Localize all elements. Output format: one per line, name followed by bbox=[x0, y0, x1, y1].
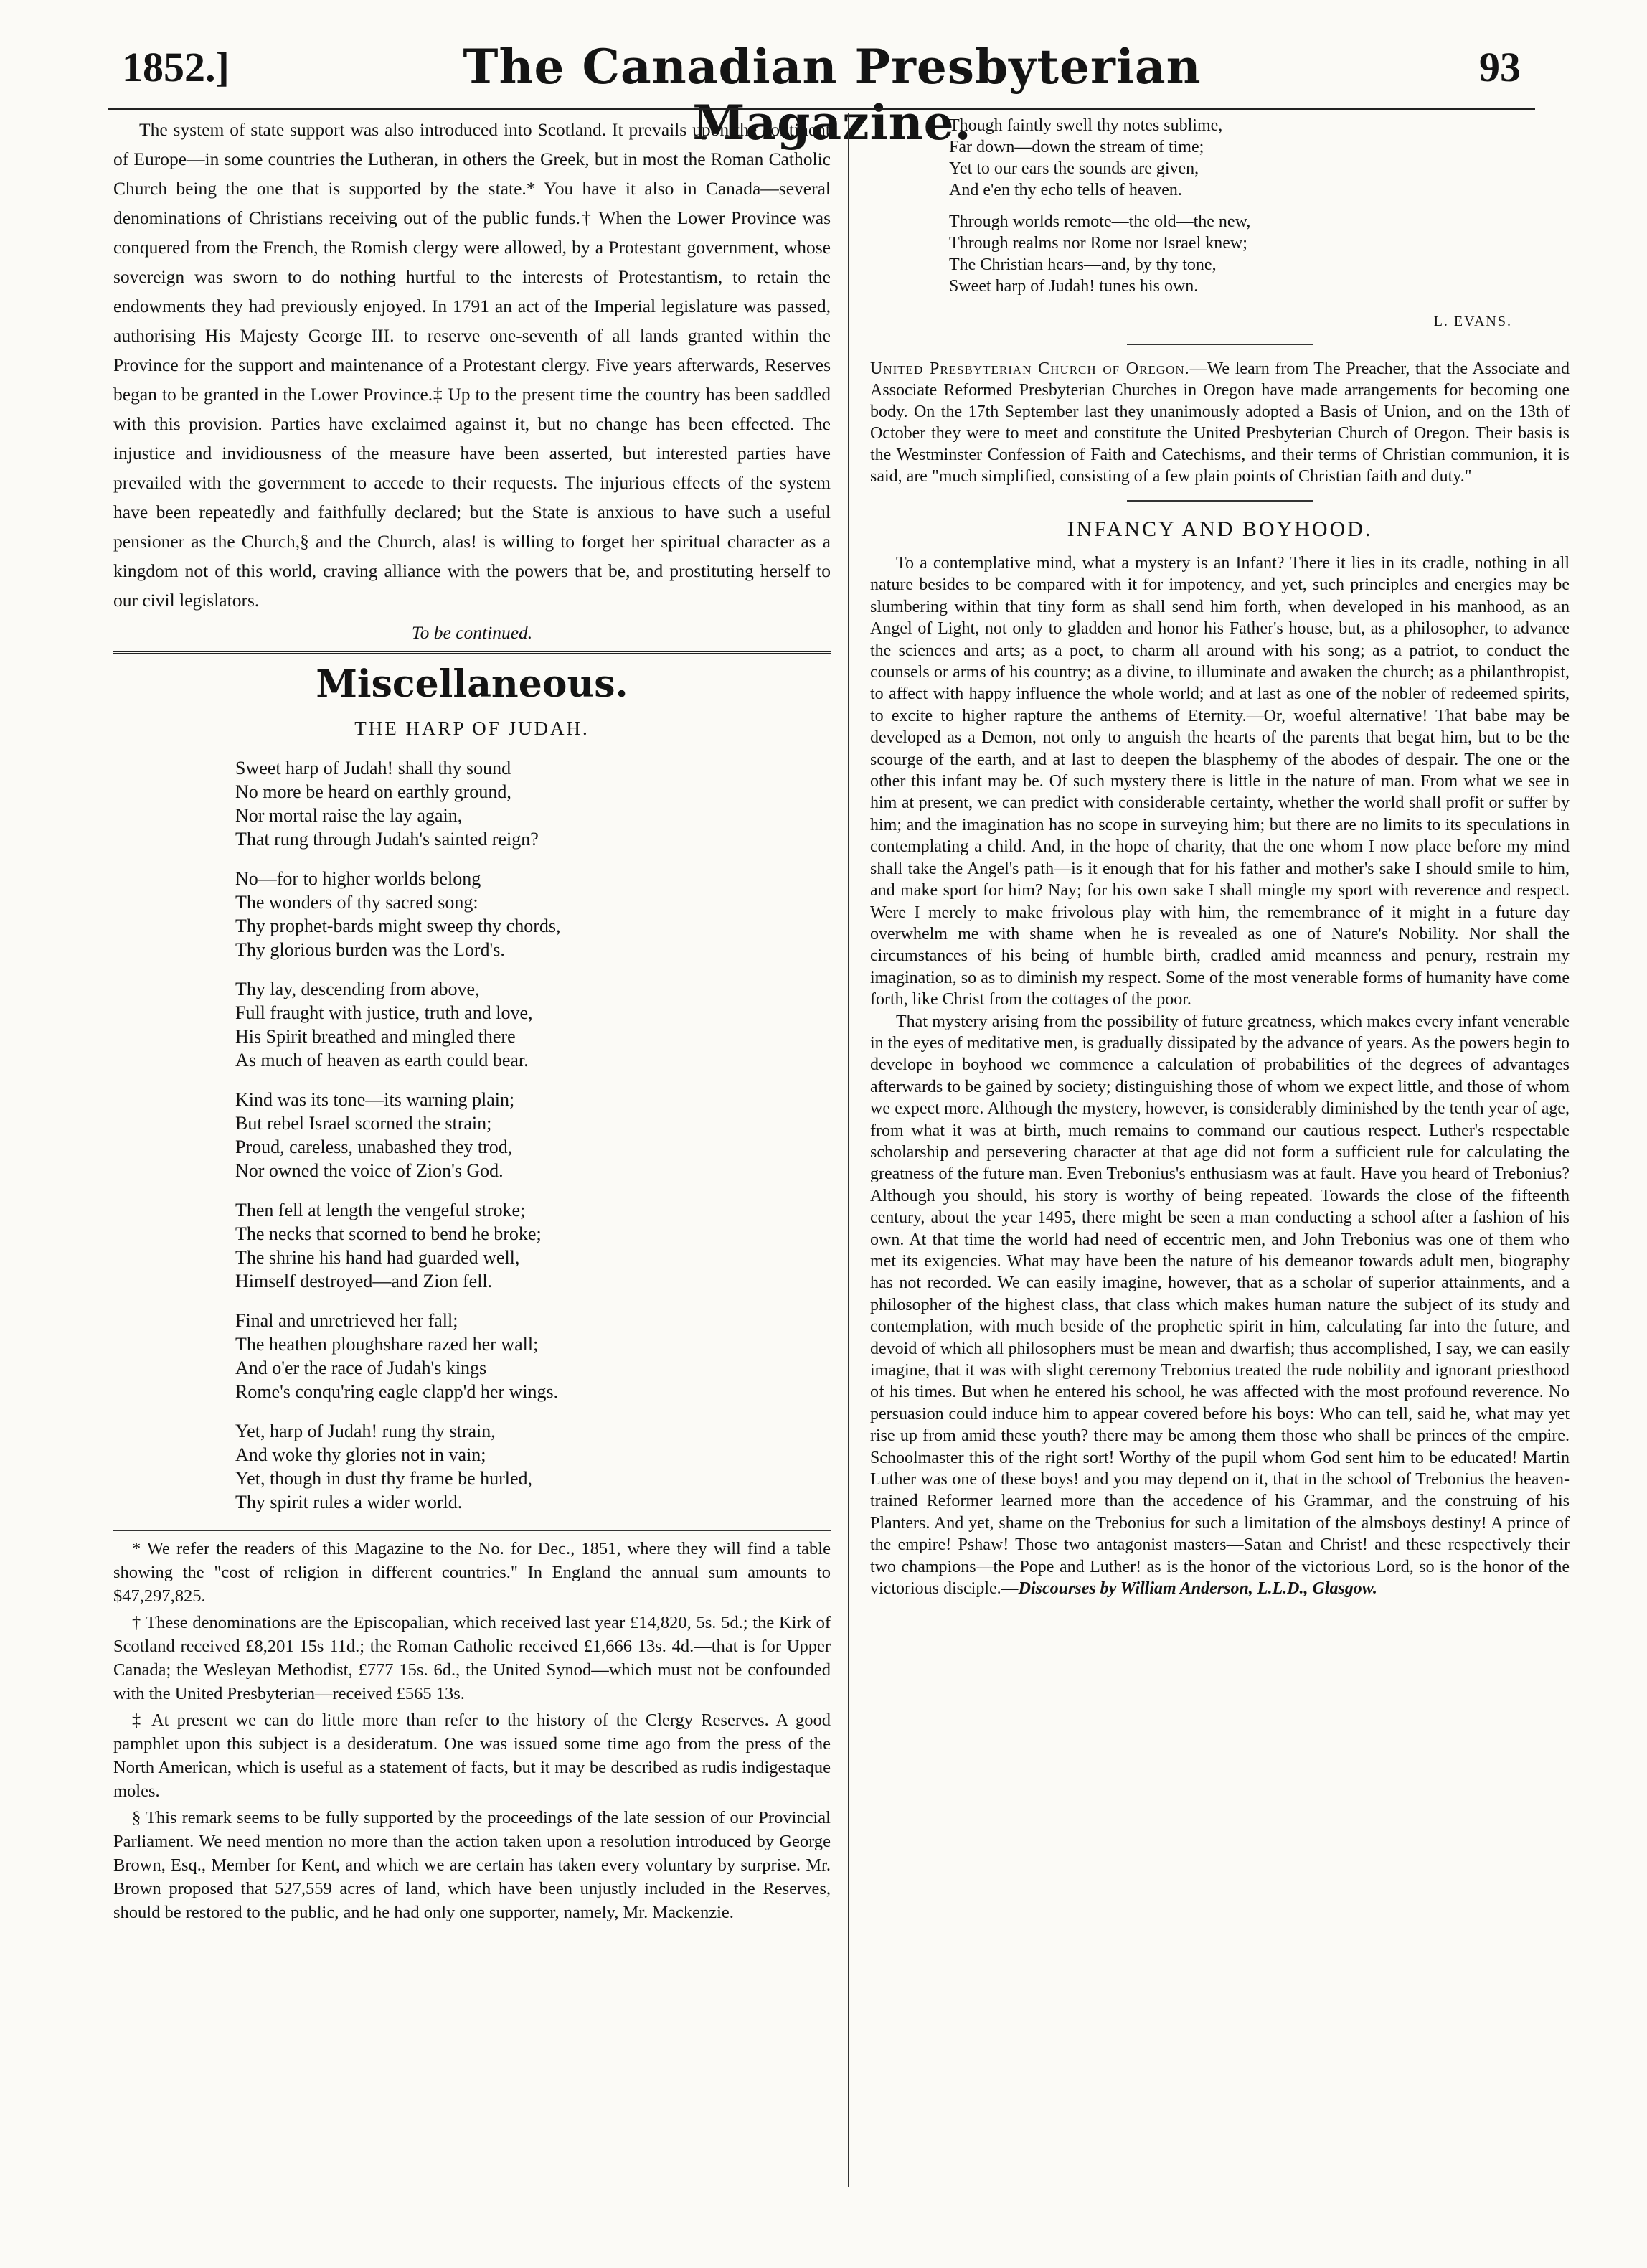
left-column bbox=[113, 115, 831, 1927]
poem-line: Thy lay, descending from above, bbox=[235, 979, 480, 999]
section-rule bbox=[113, 651, 831, 658]
page-number: 93 bbox=[1479, 44, 1521, 90]
footnote-rule bbox=[113, 1530, 831, 1531]
article-title: INFANCY AND BOYHOOD. bbox=[1067, 517, 1373, 541]
poem-line: And woke thy glories not in vain; bbox=[235, 1444, 486, 1465]
poem-signature: L. EVANS. bbox=[1433, 314, 1512, 329]
poem-line: No—for to higher worlds belong bbox=[235, 868, 481, 889]
poem-line: The necks that scorned to bend he broke; bbox=[235, 1223, 542, 1244]
separator-rule bbox=[1127, 344, 1313, 345]
poem-line: Full fraught with justice, truth and love, bbox=[235, 1002, 533, 1023]
poem-line: Yet to our ears the sounds are given, bbox=[949, 159, 1199, 178]
section-heading-miscellaneous: Miscellaneous. bbox=[316, 662, 628, 706]
poem-stanza bbox=[870, 115, 1570, 201]
poem-stanza bbox=[113, 756, 831, 851]
poem-line: Himself destroyed—and Zion fell. bbox=[235, 1271, 493, 1291]
poem-line: The heathen ploughshare razed her wall; bbox=[235, 1334, 539, 1355]
poem-line: Proud, careless, unabashed they trod, bbox=[235, 1137, 513, 1157]
poem-line: Then fell at length the vengeful stroke; bbox=[235, 1200, 526, 1220]
poem-stanza bbox=[113, 977, 831, 1072]
poem-line: Sweet harp of Judah! shall thy sound bbox=[235, 758, 511, 778]
poem-line: And o'er the race of Judah's kings bbox=[235, 1357, 487, 1378]
to-be-continued: To be continued. bbox=[411, 622, 533, 643]
poem-stanza bbox=[113, 1088, 831, 1182]
column-divider bbox=[848, 113, 849, 2187]
poem-line: Yet, though in dust thy frame be hurled, bbox=[235, 1468, 533, 1489]
footnotes bbox=[113, 1537, 831, 1924]
header-year: 1852.] bbox=[122, 44, 230, 90]
state-support-paragraph: The system of state support was also introduced into Scotland. It prevails upon the continent of Europe—in some countries the Lutheran, in others the Greek, but in most the Roman Catholic Church being the one that is supported by the state.* You have it also in Canada—several denominations of Christians receiving out of the public funds.† When the Lower Province was conquered from the French, the Romish clergy were allowed, by a Protestant government, whose sovereign was sworn to do nothing hurtful to the interests of Protestantism, to retain the endowments they had previously enjoyed. In 1791 an act of the Imperial legislature was passed, authorising His Majesty George III. to reserve one-seventh of all lands granted within the Province for the support and maintenance of a Protestant clergy. Five years afterwards, Reserves began to be granted in the Lower Province.‡ Up to the present time the country has been saddled with this provision. Parties have exclaimed against it, but no change has been effected. The injustice and invidiousness of the measure have been asserted, but interested parties have prevailed with the government to accede to their requests. The injurious effects of the system have been repeatedly and faithfully declared; but the State is anxious to have such a useful pensioner as the Church,§ and the Church, alas! is willing to forget her spiritual character as a kingdom not of this world, craving alliance with the powers that be, and prostituting herself to our civil legislators. bbox=[113, 119, 831, 611]
news-body: —We learn from The Preacher, that the Associate and Associate Reformed Presbyterian Churches in Oregon have made arrangements for becoming one body. On the 17th September last they unanimously adopted a Basis of Union, and on the 13th of October they were to meet and constitute the United Presbyterian Church of Oregon. Their basis is the Westminster Confession of Faith and Catechisms, and their terms of Christian communion, it is said, are "much simplified, consisting of a few plain points of Christian faith and duty." bbox=[870, 359, 1570, 486]
footnote: † These denominations are the Episcopalian, which received last year £14,820, 5s. 5d.; the Kirk of Scotland received £8,201 15s 11d.; the Roman Catholic received £1,666 13s. 4d.—that is for Upper Canada; the Wesleyan Methodist, £777 15s. 6d., the United Synod—which must not be confounded with the United Presbyterian—received £565 13s. bbox=[113, 1613, 831, 1703]
poem-line: As much of heaven as earth could bear. bbox=[235, 1050, 529, 1071]
footnote: § This remark seems to be fully supported by the proceedings of the late session of our Provincial Parliament. We need mention no more than the action taken upon a resolution introduced by George Brown, Esq., Member for Kent, and which we are certain has taken every voluntary by surprise. Mr. Brown proposed that 527,559 acres of land, which have been unjustly included in the Reserves, should be restored to the public, and he had only one supporter, namely, Mr. Mackenzie. bbox=[113, 1808, 831, 1922]
poem-line: Nor owned the voice of Zion's God. bbox=[235, 1160, 504, 1181]
poem-line: Final and unretrieved her fall; bbox=[235, 1310, 458, 1331]
poem-line: And e'en thy echo tells of heaven. bbox=[949, 181, 1182, 199]
poem-stanza bbox=[113, 1309, 831, 1403]
article-paragraph: To a contemplative mind, what a mystery is an Infant? There it lies in its cradle, nothing in all nature besides to be compared with it for impotency, and yet, such principles and energies may be slumbering within that tiny form as shall send him forth, when developed in his manhood, as an Angel of Light, not only to gladden and honor his Father's house, but, as a philosopher, to advance the sciences and arts; as a poet, to charm all around with his song; as a patriot, to conduct the counsels or arms of his country; as a divine, to illuminate and awaken the church; as a philanthropist, to affect with happy influence the whole world; and at last as one of the nobler of redeemed spirits, to excite to higher rapture the anthems of Eternity.—Or, woeful alternative! That babe may be developed as a Demon, not only to anguish the hearts of the parents that begat him, but to be the scourge of the earth, and at last to deepen the blasphemy of the abodes of despair. The one or the other this infant may be. Of such mystery there is little in the nature of man. From what we see in him at present, we can predict with considerable certainty, whether the world shall profit or suffer by him; and the imagination has no scope in surveying him; but there are no limits to its speculations in contemplating a child. And, in the hope of charity, that the one whom I now place before my mind shall take the Angel's path—is it enough that for his father and mother's sake I should smile to him, and make sport for him? Nay; for his own sake I shall mingle my sport with reverence and respect. Were I merely to make frivolous play with him, the remembrance of it might in a future day overwhelm me with shame when he is revealed as one of Nature's Nobility. Nor shall the circumstances of his being of humble birth, cradled amid meanness and penury, restrain my imagination, so as to diminish my respect. Some of the most venerable forms of humanity have come forth, like Christ from the cottages of the poor. bbox=[870, 554, 1570, 1010]
poem-line: The wonders of thy sacred song: bbox=[235, 892, 478, 913]
poem-stanza bbox=[113, 867, 831, 961]
poem-line: Nor mortal raise the lay again, bbox=[235, 805, 463, 826]
poem-line: Far down—down the stream of time; bbox=[949, 138, 1204, 156]
poem-title: THE HARP OF JUDAH. bbox=[354, 717, 590, 739]
footnote: ‡ At present we can do little more than refer to the history of the Clergy Reserves. A good pamphlet upon this subject is a desideratum. One was issued some time ago from the press of the North American, which is useful as a statement of facts, but it may be described as rudis indigestaque moles. bbox=[113, 1711, 831, 1801]
article-paragraph-text: That mystery arising from the possibility of future greatness, which makes every infant venerable in the eyes of meditative men, is gradually dissipated by the advance of years. As the powers begin to develope in boyhood we commence a calculation of probabilities of the degrees of advantages afterwards to be gained by society; distinguishing those of whom we expect little, and those of whom we expect more. Although the mystery, however, is considerably diminished by the tenth year of age, from what it was at birth, much remains to command our cautious respect. Luther's respectable scholarship and persevering character at that age did not form a sufficient rule for calculating the greatness of the future man. Even Trebonius's enthusiasm was at fault. Have you heard of Trebonius? Although you should, his story is worthy of being repeated. Towards the close of the fifteenth century, about the year 1495, there might be seen a man conducting a school after a fashion of his own. At that time the world had need of eccentric men, and John Trebonius was one of them who met its exigencies. What may have been the nature of his demeanor towards adult men, biography has not recorded. We can easily imagine, however, that as a scholar of superior attainments, and a philosopher of the highest class, that class which makes human nature the subject of its study and contemplation, with much beside of the prophetic spirit in him, calculating far into the future, and devoid of which all philosophers must be mean and dwarfish; thus accomplished, I say, we can easily imagine, that it was with slight ceremony Trebonius treated the rude nobility and ignorant priesthood of his times. But when he entered his school, he was affected with the most profound reverence. No persuasion could induce him to appear covered before his boys: Who can tell, said he, what may yet rise up from amid these youth? there may be among them those who shall be princes of the empire. Schoolmaster this of the right sort! Worthy of the pupil whom God sent him to be educated! Martin Luther was one of these boys! and you may depend on it, that in the school of Trebonius the heaven-trained Reformer learned more than the accedence of his Grammar, and the construing of his Planters. And yet, shame on the Trebonius for such a limitation of the almsboys destiny! A prince of the empire! Pshaw! Those two antagonist masters—Satan and Christ! and these respectively their two champions—the Pope and Luther! as is the honor of the victorious Lord, so is the honor of the victorious disciple. bbox=[870, 1012, 1570, 1599]
article-paragraph bbox=[870, 1011, 1570, 1600]
separator-rule bbox=[1127, 500, 1313, 502]
poem-line: Through worlds remote—the old—the new, bbox=[949, 212, 1251, 231]
right-column bbox=[870, 115, 1570, 1600]
poem-line: His Spirit breathed and mingled there bbox=[235, 1026, 516, 1047]
poem-line: Kind was its tone—its warning plain; bbox=[235, 1089, 515, 1110]
poem-line: Through realms nor Rome nor Israel knew; bbox=[949, 234, 1247, 253]
poem-line: The shrine his hand had guarded well, bbox=[235, 1247, 520, 1268]
poem-stanza bbox=[113, 1198, 831, 1293]
poem-line: But rebel Israel scorned the strain; bbox=[235, 1113, 492, 1134]
poem-stanza bbox=[113, 1419, 831, 1514]
poem-line: Rome's conqu'ring eagle clapp'd her wings. bbox=[235, 1381, 559, 1402]
poem-line: Thy prophet-bards might sweep thy chords, bbox=[235, 916, 561, 936]
article-body bbox=[870, 552, 1570, 1600]
poem-stanza bbox=[870, 211, 1570, 297]
poem-line: No more be heard on earthly ground, bbox=[235, 781, 511, 802]
poem-line: Sweet harp of Judah! tunes his own. bbox=[949, 277, 1199, 296]
poem-line: That rung through Judah's sainted reign? bbox=[235, 829, 539, 850]
poem-line: Yet, harp of Judah! rung thy strain, bbox=[235, 1421, 496, 1441]
poem-line: Thy glorious burden was the Lord's. bbox=[235, 939, 505, 960]
footnote: * We refer the readers of this Magazine to the No. for Dec., 1851, where they will find a table showing the "cost of religion in different countries." In England the annual sum amounts to $47,297,825. bbox=[113, 1539, 831, 1606]
news-heading: United Presbyterian Church of Oregon. bbox=[870, 359, 1190, 378]
article-citation: —Discourses by William Anderson, L.L.D., Glasgow. bbox=[1001, 1579, 1377, 1599]
news-item bbox=[870, 358, 1570, 487]
poem-line: Though faintly swell thy notes sublime, bbox=[949, 116, 1223, 135]
header-rule bbox=[108, 108, 1535, 110]
magazine-title: The Canadian Presbyterian Magazine. bbox=[463, 39, 1202, 151]
poem-line: Thy spirit rules a wider world. bbox=[235, 1492, 463, 1512]
poem-line: The Christian hears—and, by thy tone, bbox=[949, 255, 1217, 274]
